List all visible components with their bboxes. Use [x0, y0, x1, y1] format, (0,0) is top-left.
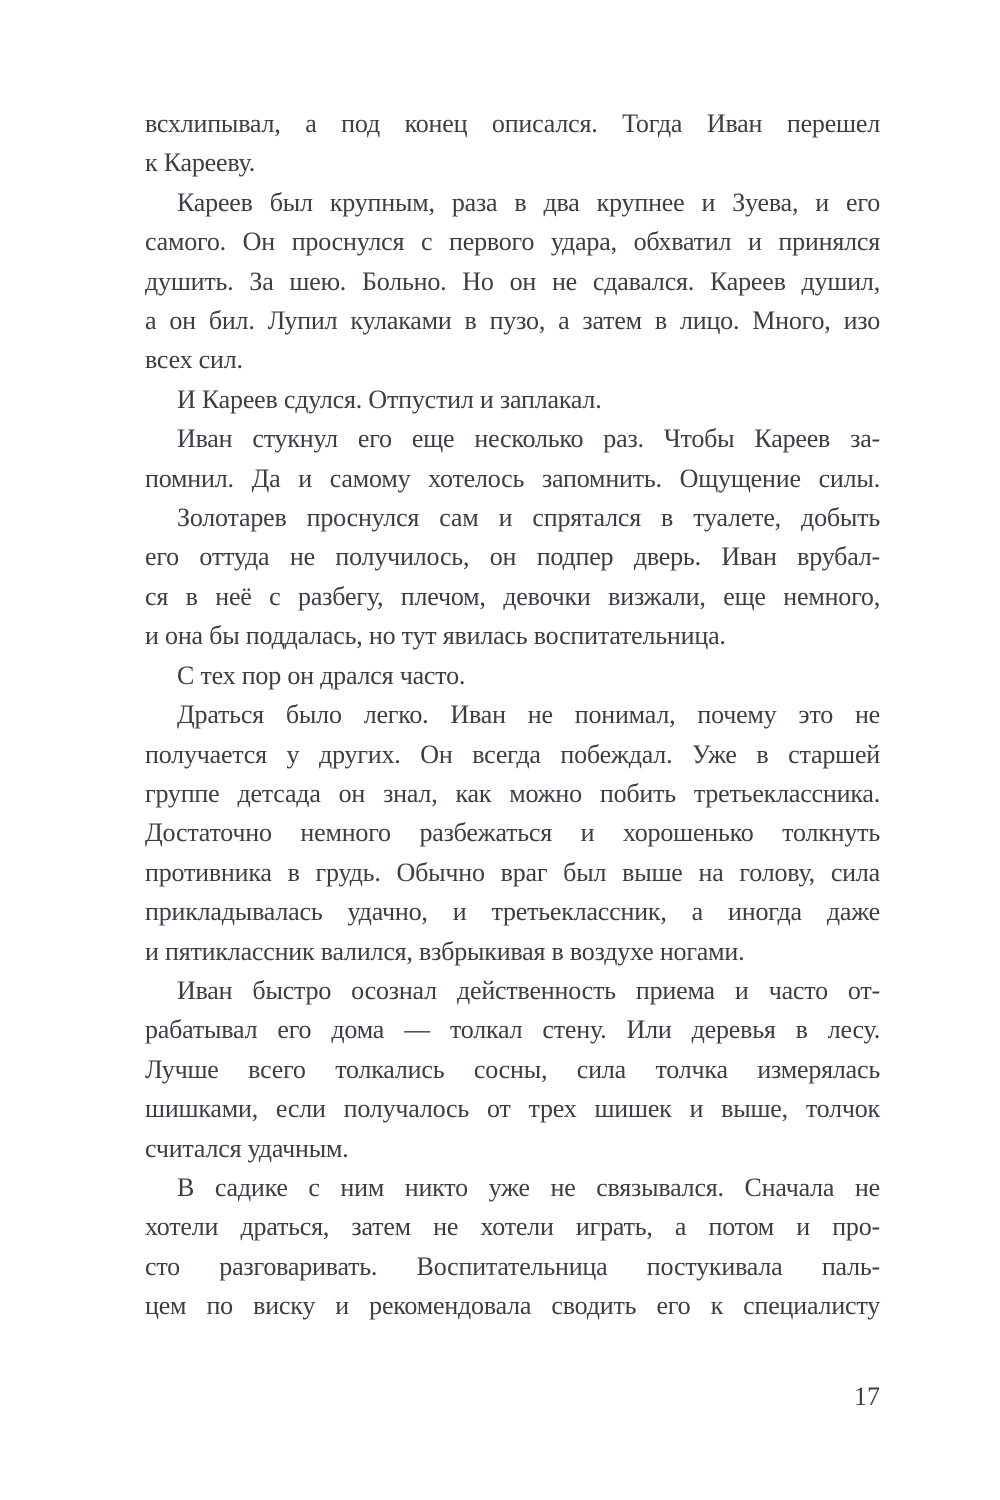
text-line: противника в грудь. Обычно враг был выше на голову, сила [145, 857, 880, 887]
page-number: 17 [854, 1382, 880, 1411]
text-line: его оттуда не получилось, он подпер дверь. Иван врубал- [145, 542, 880, 572]
paragraph [145, 183, 880, 380]
text-line: и она бы поддалась, но тут явилась воспитательница. [145, 621, 726, 651]
text-line: всех сил. [145, 345, 243, 375]
text-line: помнил. Да и самому хотелось запомнить. Ощущение силы. [145, 463, 880, 493]
text-line: душить. За шею. Больно. Но он не сдавался. Кареев душил, [145, 266, 880, 296]
text-line: получается у других. Он всегда побеждал. Уже в старшей [145, 739, 880, 769]
text-line: хотели драться, затем не хотели играть, а потом и про- [145, 1212, 880, 1242]
text-line: и пятиклассник валился, взбрыкивая в воздухе ногами. [145, 936, 745, 966]
paragraph [145, 498, 880, 656]
paragraph [145, 695, 880, 971]
text-line: Иван стукнул его еще несколько раз. Чтобы Кареев за- [177, 424, 880, 454]
page-text [145, 104, 880, 1326]
text-line: сто разговаривать. Воспитательница постукивала паль- [145, 1251, 880, 1281]
paragraph [145, 971, 880, 1168]
text-line: рабатывал его дома — толкал стену. Или деревья в лесу. [145, 1015, 880, 1045]
text-line: всхлипывал, а под конец описался. Тогда Иван перешел [145, 109, 880, 138]
text-line: цем по виску и рекомендовала сводить его к специалисту [145, 1291, 880, 1321]
text-line: Иван быстро осознал действенность приема и часто от- [177, 975, 880, 1005]
paragraph [145, 1168, 880, 1326]
paragraph [145, 419, 880, 498]
text-line: а он бил. Лупил кулаками в пузо, а затем в лицо. Много, изо [145, 306, 880, 336]
text-line: шишками, если получалось от трех шишек и выше, толчок [145, 1094, 880, 1124]
text-line: С тех пор он дрался часто. [177, 660, 466, 690]
text-line: Достаточно немного разбежаться и хорошенько толкнуть [145, 818, 880, 848]
text-line: к Карееву. [145, 148, 256, 178]
text-line: самого. Он проснулся с первого удара, обхватил и принялся [145, 227, 880, 257]
text-line: Золотарев проснулся сам и спрятался в туалете, добыть [177, 503, 880, 533]
text-line: Лучше всего толкались сосны, сила толчка измерялась [145, 1054, 880, 1084]
paragraph [145, 380, 880, 419]
paragraph [145, 656, 880, 695]
text-line: считался удачным. [145, 1133, 349, 1163]
text-line: группе детсада он знал, как можно побить третьеклассника. [145, 778, 880, 808]
text-line: прикладывалась удачно, и третьеклассник, а иногда даже [145, 897, 880, 927]
text-line: Кареев был крупным, раза в два крупнее и Зуева, и его [177, 187, 880, 217]
text-line: В садике с ним никто уже не связывался. Сначала не [177, 1172, 880, 1202]
paragraph [145, 104, 880, 183]
text-line: ся в неё с разбегу, плечом, девочки визжали, еще немного, [145, 581, 880, 611]
text-line: И Кареев сдулся. Отпустил и заплакал. [177, 384, 602, 414]
text-line: Драться было легко. Иван не понимал, почему это не [177, 700, 880, 730]
